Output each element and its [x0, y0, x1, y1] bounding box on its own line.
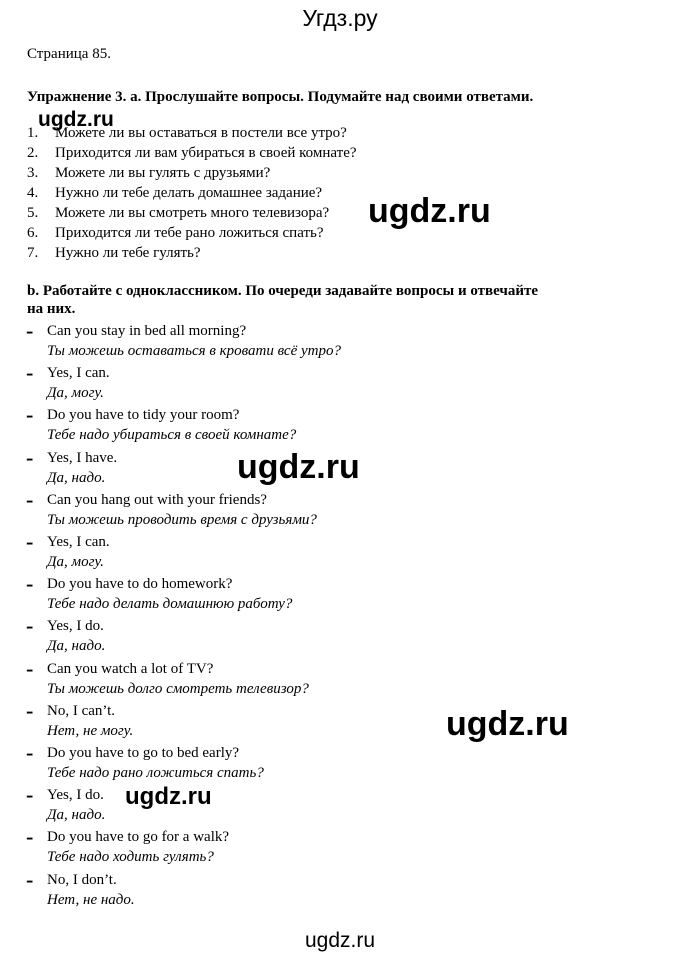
exercise-b-heading-line1: b. Работайте с одноклассником. По очереди задавайте вопросы и отвечайте: [27, 283, 539, 299]
dialogue-dash: -: [26, 487, 34, 512]
dialogue-dash: -: [26, 318, 34, 343]
dialogue-russian-translation: Ты можешь долго смотреть телевизор?: [47, 681, 309, 697]
list-item-text: Нужно ли тебе гулять?: [55, 245, 201, 261]
watermark: ugdz.ru: [237, 448, 360, 486]
list-item-text: Можете ли вы смотреть много телевизора?: [55, 205, 330, 221]
site-title[interactable]: Угдз.ру: [302, 5, 378, 31]
dialogue-english-line: Do you have to do homework?: [47, 576, 233, 592]
dialogue-english-line: Can you stay in bed all morning?: [47, 323, 247, 339]
dialogue-russian-translation: Ты можешь проводить время с друзьями?: [47, 512, 317, 528]
dialogue-russian-translation: Тебе надо ходить гулять?: [47, 849, 214, 865]
dialogue-dash: -: [26, 360, 34, 385]
dialogue-dash: -: [26, 571, 34, 596]
dialogue-english-line: Yes, I can.: [47, 534, 110, 550]
dialogue-english-line: Yes, I do.: [47, 787, 104, 803]
dialogue-dash: -: [26, 740, 34, 765]
list-item-text: Можете ли вы гулять с друзьями?: [55, 165, 271, 181]
dialogue-dash: -: [26, 445, 34, 470]
watermark: ugdz.ru: [38, 108, 114, 131]
dialogue-russian-translation: Ты можешь оставаться в кровати всё утро?: [47, 343, 341, 359]
dialogue-english-line: Do you have to go to bed early?: [47, 745, 240, 761]
watermark: ugdz.ru: [125, 783, 212, 810]
list-item-number: 5.: [27, 205, 39, 221]
dialogue-russian-translation: Да, надо.: [47, 470, 106, 486]
list-item-text: Можете ли вы оставаться в постели все утро?: [55, 125, 347, 141]
watermark: ugdz.ru: [368, 192, 491, 230]
dialogue-russian-translation: Да, могу.: [47, 385, 104, 401]
list-item-number: 2.: [27, 145, 39, 161]
list-item-text: Приходится ли вам убираться в своей комнате?: [55, 145, 357, 161]
dialogue-dash: -: [26, 782, 34, 807]
dialogue-russian-translation: Тебе надо рано ложиться спать?: [47, 765, 264, 781]
dialogue-dash: -: [26, 402, 34, 427]
dialogue-russian-translation: Да, надо.: [47, 807, 106, 823]
dialogue-dash: -: [26, 529, 34, 554]
dialogue-russian-translation: Да, могу.: [47, 554, 104, 570]
watermark: ugdz.ru: [304, 929, 376, 952]
dialogue-english-line: Can you watch a lot of TV?: [47, 661, 214, 677]
dialogue-english-line: No, I don’t.: [47, 872, 117, 888]
exercise-b-heading-line2: на них.: [27, 301, 76, 317]
dialogue-dash: -: [26, 867, 34, 892]
list-item-text: Нужно ли тебе делать домашнее задание?: [55, 185, 323, 201]
dialogue-english-line: Can you hang out with your friends?: [47, 492, 267, 508]
list-item-text: Приходится ли тебе рано ложиться спать?: [55, 225, 324, 241]
dialogue-english-line: Yes, I can.: [47, 365, 110, 381]
list-item-number: 3.: [27, 165, 39, 181]
dialogue-dash: -: [26, 824, 34, 849]
dialogue-english-line: Yes, I have.: [47, 450, 118, 466]
dialogue-russian-translation: Тебе надо убираться в своей комнате?: [47, 427, 297, 443]
dialogue-english-line: Yes, I do.: [47, 618, 104, 634]
page-label: Страница 85.: [27, 46, 111, 62]
dialogue-russian-translation: Да, надо.: [47, 638, 106, 654]
dialogue-russian-translation: Нет, не могу.: [47, 723, 134, 739]
dialogue-english-line: Do you have to go for a walk?: [47, 829, 230, 845]
dialogue-dash: -: [26, 656, 34, 681]
dialogue-english-line: No, I can’t.: [47, 703, 116, 719]
dialogue-english-line: Do you have to tidy your room?: [47, 407, 240, 423]
list-item-number: 7.: [27, 245, 39, 261]
list-item-number: 1.: [27, 125, 39, 141]
dialogue-russian-translation: Нет, не надо.: [47, 892, 135, 908]
exercise-a-heading: Упражнение 3. a. Прослушайте вопросы. Подумайте над своими ответами.: [27, 89, 534, 105]
dialogue-dash: -: [26, 698, 34, 723]
list-item-number: 4.: [27, 185, 39, 201]
dialogue-russian-translation: Тебе надо делать домашнюю работу?: [47, 596, 293, 612]
dialogue-dash: -: [26, 613, 34, 638]
watermark: ugdz.ru: [446, 705, 569, 743]
list-item-number: 6.: [27, 225, 39, 241]
